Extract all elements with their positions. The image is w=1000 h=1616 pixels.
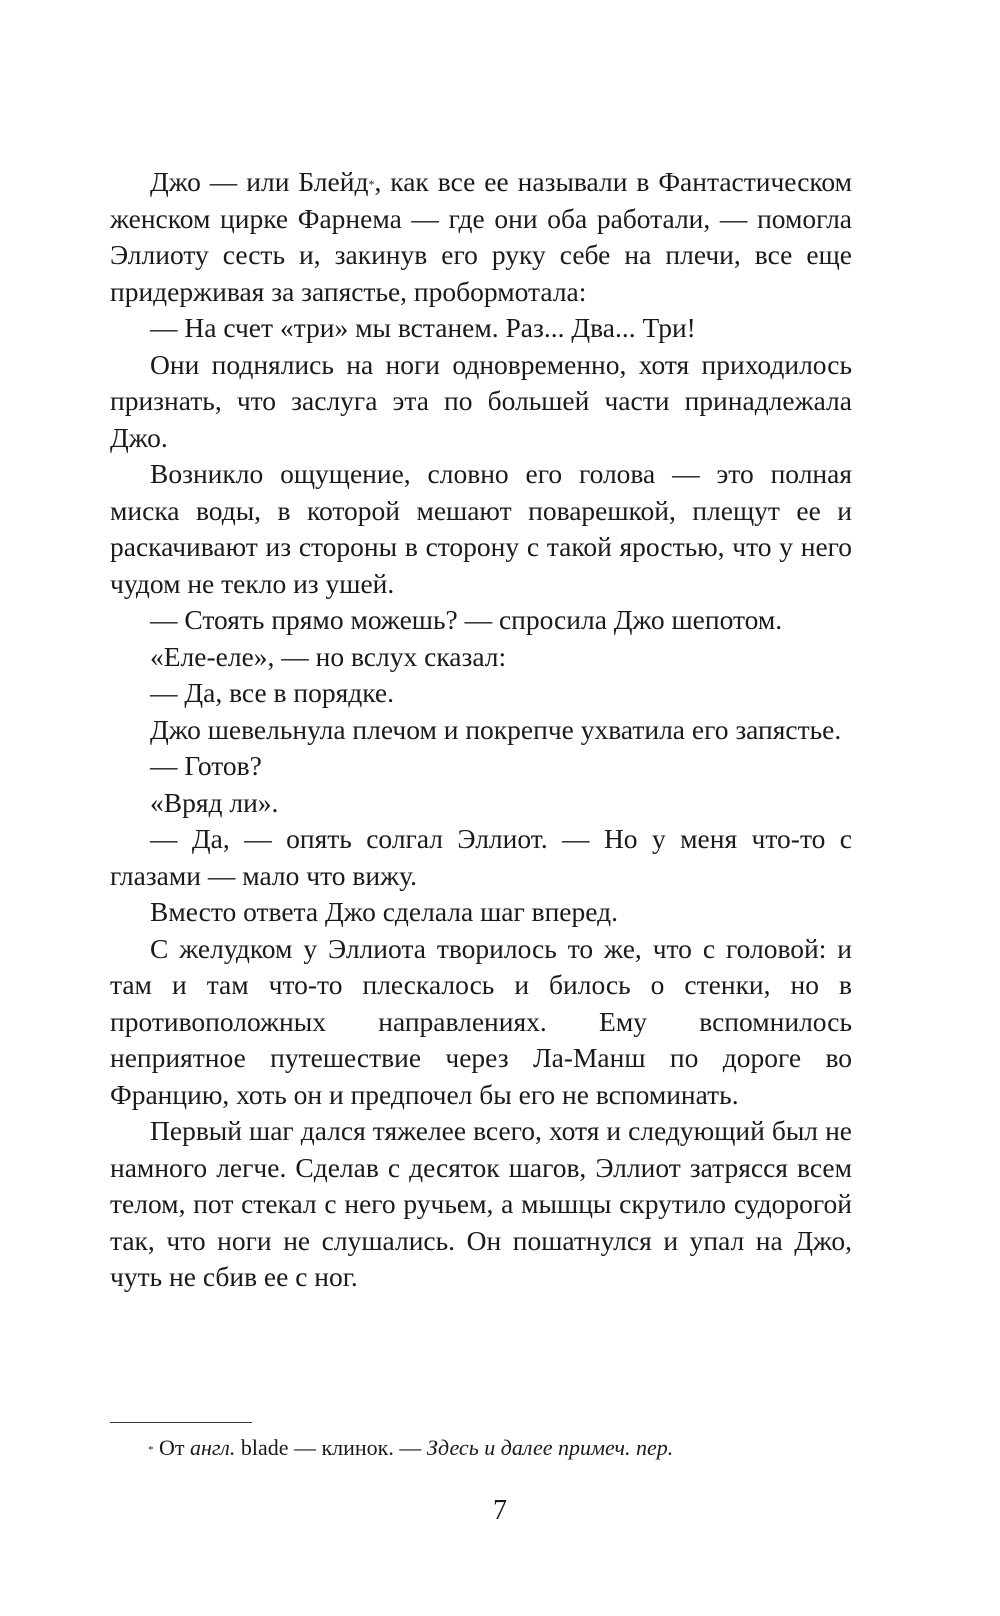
paragraph: [110, 164, 852, 310]
paragraph: «Вряд ли».: [150, 786, 279, 818]
footnote-text: blade — клинок. —: [235, 1435, 427, 1460]
paragraph: Они поднялись на ноги одновременно, хотя приходилось признать, что заслуга эта по большей части принадлежала Джо.: [110, 348, 852, 453]
footnote-marker: *: [148, 1444, 154, 1456]
paragraph: — Да, все в порядке.: [150, 677, 395, 708]
paragraph-text: , как все ее называли в Фантастическом женском цирке Фарнема — где они оба работали, — помогла Эллиоту сесть и, закинув его руку себе на плечи, все еще придерживая за запястье, пробормотала:: [110, 166, 853, 307]
page-number: 7: [493, 1495, 507, 1526]
paragraph: «Еле-еле», — но вслух сказал:: [150, 640, 507, 672]
footnote-text: От: [153, 1435, 191, 1460]
paragraph: Вместо ответа Джо сделала шаг вперед.: [150, 896, 618, 927]
paragraph: Джо шевельнула плечом и покрепче ухватила его запястье.: [150, 713, 842, 745]
paragraph: — Да, — опять солгал Эллиот. — Но у меня что-то с глазами — мало что вижу.: [110, 823, 852, 891]
footnote-reference: *: [368, 177, 375, 191]
paragraph: Первый шаг дался тяжелее всего, хотя и следующий был не намного легче. Сделав с десяток шагов, Эллиот затрясся всем телом, пот стекал с него ручьем, а мышцы скрутило судорогой так, что ноги не слушались. Он пошатнулся и упал на Джо, чуть не сбив ее с ног.: [110, 1115, 852, 1292]
paragraph: — Стоять прямо можешь? — спросила Джо шепотом.: [150, 604, 783, 635]
paragraph: — На счет «три» мы встанем. Раз... Два... Три!: [150, 312, 696, 343]
paragraph: Возникло ощущение, словно его голова — это полная миска воды, в которой мешают поварешкой, плещут ее и раскачивают из стороны в сторону с такой яростью, что у него чудом не текло из ушей.: [110, 458, 852, 599]
main-text: [110, 164, 852, 1296]
footnote-divider: [110, 1422, 252, 1423]
paragraph: — Готов?: [150, 750, 262, 781]
paragraph-text: Джо — или Блейд: [150, 166, 369, 197]
footnote-italic-text: Здесь и далее примеч. пер.: [426, 1435, 674, 1460]
paragraph: С желудком у Эллиота творилось то же, что с головой: и там и там что-то плескалось и билось о стенки, но в противоположных направлениях. Ему вспомнилось неприятное путешествие через Ла-Манш по дороге во Францию, хоть он и предпочел бы его не вспоминать.: [110, 932, 852, 1110]
footnote-italic-text: англ.: [190, 1435, 236, 1460]
footnote: [148, 1434, 848, 1462]
